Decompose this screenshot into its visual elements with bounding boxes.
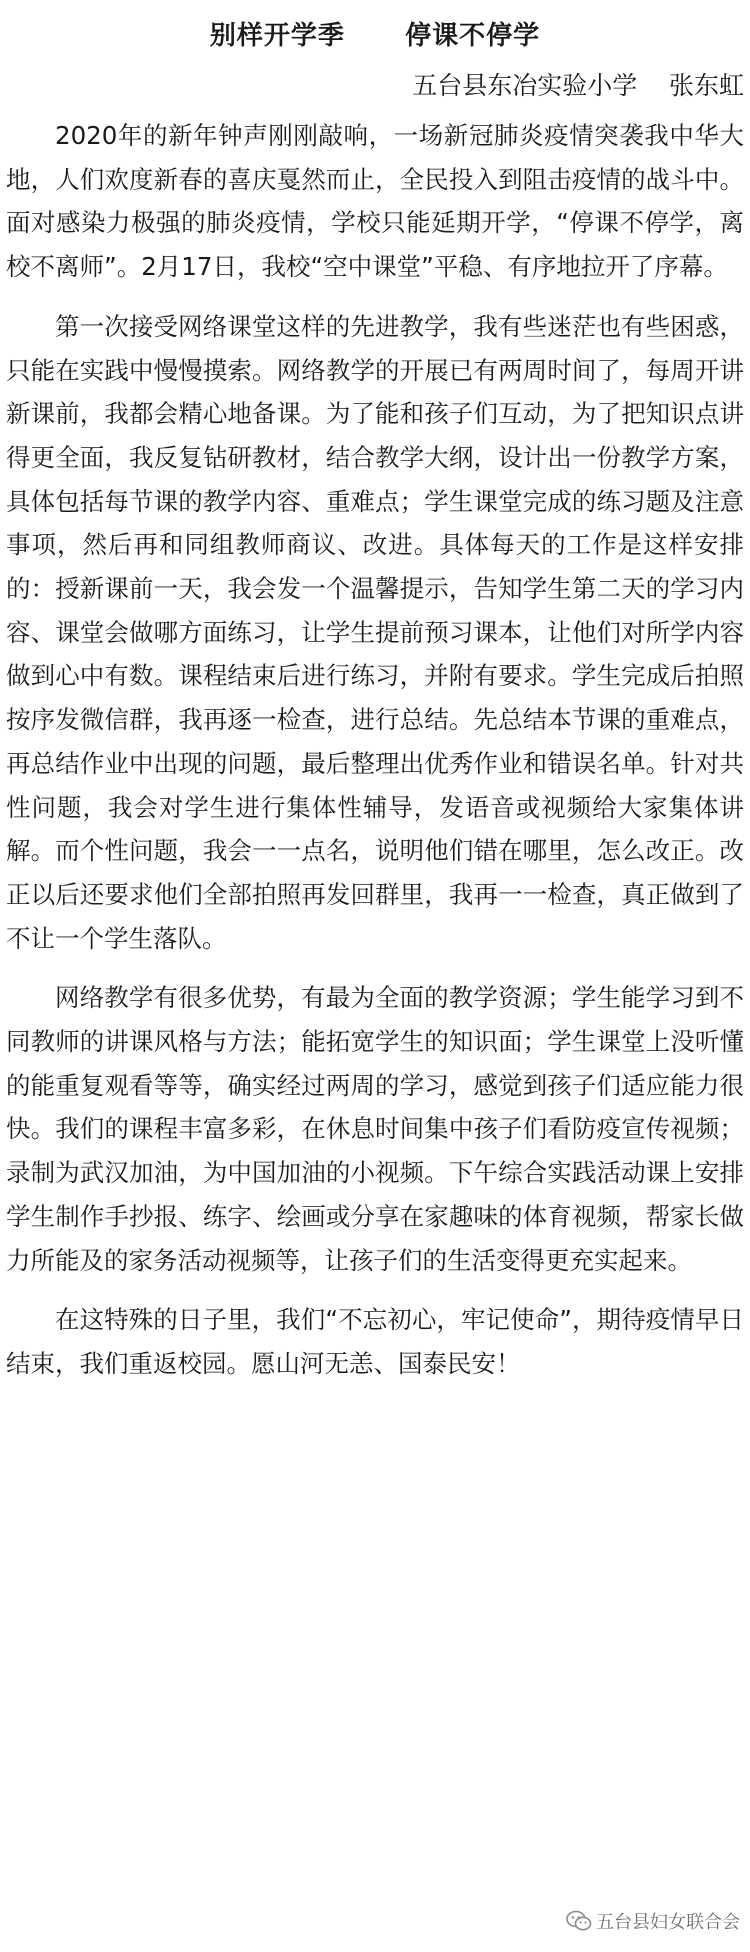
paragraph-3: 网络教学有很多优势，有最为全面的教学资源；学生能学习到不同教师的讲课风格与方法；能拓宽学生的知识面；学生课堂上没听懂的能重复观看等等，确实经过两周的学习，感觉到孩子们适应能力很快。我们的课程丰富多彩，在休息时间集中孩子们看防疫宣传视频；录制为武汉加油，为中国加油的小视频。下午综合实践活动课上安排学生制作手抄报、练字、绘画或分享在家趣味的体育视频，帮家长做力所能及的家务活动视频等，让孩子们的生活变得更充实起来。 — [6, 983, 744, 1275]
article-body — [6, 114, 744, 1386]
paragraph-4: 在这特殊的日子里，我们“不忘初心，牢记使命”，期待疫情早日结束，我们重返校园。愿山河无恙、国泰民安！ — [6, 1305, 744, 1378]
article-title: 别样开学季 停课不停学 — [209, 21, 541, 51]
paragraph-1: 2020年的新年钟声刚刚敲响，一场新冠肺炎疫情突袭我中华大地，人们欢度新春的喜庆戛然而止，全民投入到阻击疫情的战斗中。面对感染力极强的肺炎疫情，学校只能延期开学，“停课不停学，离校不离师”。2月17日，我校“空中课堂”平稳、有序地拉开了序幕。 — [6, 121, 744, 282]
source-watermark — [564, 1906, 744, 1936]
watermark-text: 五台县妇女联合会 — [596, 1912, 740, 1933]
wechat-icon — [566, 1910, 592, 1932]
article-byline: 五台县东冶实验小学 张东虹 — [412, 71, 744, 100]
paragraph-2: 第一次接受网络课堂这样的先进教学，我有些迷茫也有些困惑，只能在实践中慢慢摸索。网络教学的开展已有两周时间了，每周开讲新课前，我都会精心地备课。为了能和孩子们互动，为了把知识点讲得更全面，我反复钻研教材，结合教学大纲，设计出一份教学方案，具体包括每节课的教学内容、重难点；学生课堂完成的练习题及注意事项，然后再和同组教师商议、改进。具体每天的工作是这样安排的：授新课前一天，我会发一个温馨提示，告知学生第二天的学习内容、课堂会做哪方面练习，让学生提前预习课本，让他们对所学内容做到心中有数。课程结束后进行练习，并附有要求。学生完成后拍照按序发微信群，我再逐一检查，进行总结。先总结本节课的重难点，再总结作业中出现的问题，最后整理出优秀作业和错误名单。针对共性问题，我会对学生进行集体性辅导，发语音或视频给大家集体讲解。而个性问题，我会一一点名，说明他们错在哪里，怎么改正。改正以后还要求他们全部拍照再发回群里，我再一一检查，真正做到了不让一个学生落队。 — [6, 311, 744, 953]
